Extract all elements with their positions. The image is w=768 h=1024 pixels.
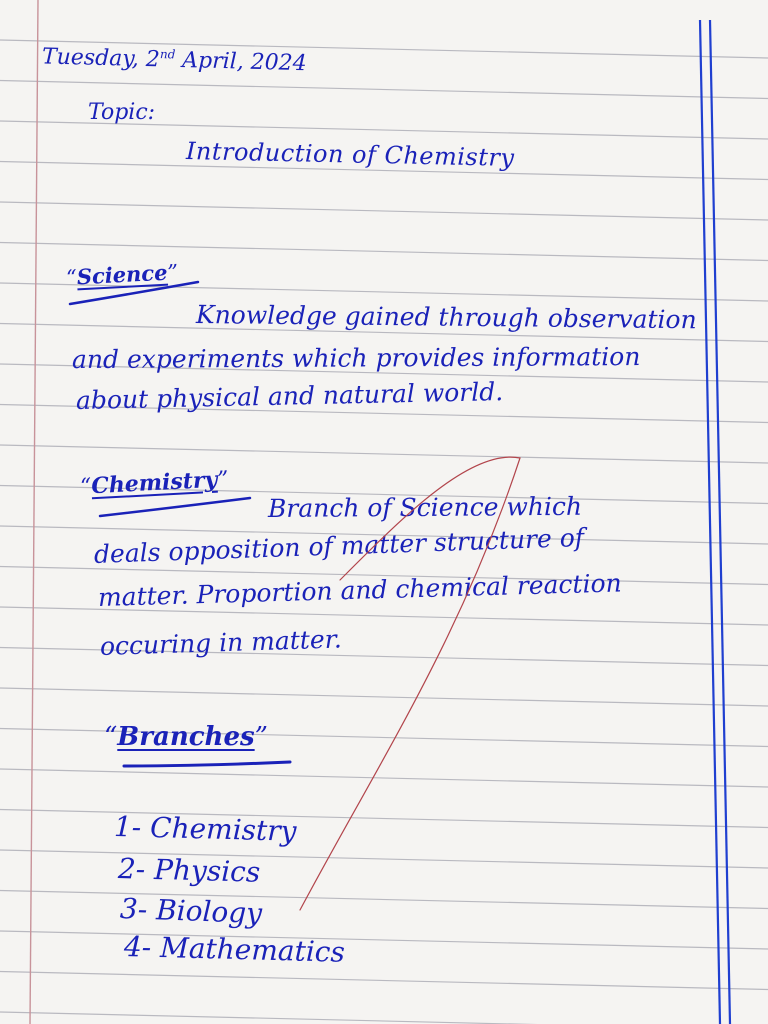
right-margin-line	[700, 20, 720, 1024]
branches-heading-text: Branches	[117, 722, 255, 752]
branches-heading: “Branches”	[104, 722, 268, 752]
date-day: Tuesday, 2	[41, 44, 161, 73]
left-margin-line	[30, 0, 38, 1024]
chemistry-line-1: Branch of Science which	[267, 491, 583, 523]
date-rest: April, 2024	[174, 47, 308, 77]
topic-title: Introduction of Chemistry	[185, 137, 515, 172]
ruled-line	[0, 81, 768, 99]
chemistry-line-3: matter. Proportion and chemical reaction	[97, 568, 623, 612]
science-line-2: and experiments which provides information	[71, 342, 641, 374]
ruled-line	[0, 850, 768, 868]
ruled-line	[0, 972, 768, 990]
ruled-line	[0, 688, 768, 706]
branch-item-2: 2- Physics	[117, 852, 261, 889]
chemistry-heading: “Chemistry”	[79, 466, 230, 500]
ruled-line	[0, 243, 768, 261]
ruled-line	[0, 931, 768, 949]
ruled-line	[0, 202, 768, 220]
chemistry-line-4: occuring in matter.	[99, 624, 343, 661]
topic-label: Topic:	[88, 100, 156, 125]
date-ordinal: nd	[159, 47, 176, 62]
chemistry-heading-text: Chemistry	[90, 466, 218, 500]
ruled-line	[0, 445, 768, 463]
ruled-line	[0, 891, 768, 909]
ruled-line	[0, 1012, 768, 1024]
branch-item-3: 3- Biology	[119, 892, 263, 930]
right-margin-line	[710, 20, 730, 1024]
science-heading: “Science”	[65, 259, 179, 290]
ruled-line	[0, 769, 768, 787]
branch-item-4: 4- Mathematics	[123, 930, 346, 969]
science-line-3: about physical and natural world.	[75, 377, 504, 415]
chemistry-line-2: deals opposition of matter structure of	[93, 522, 585, 569]
branch-item-1: 1- Chemistry	[113, 810, 297, 848]
science-heading-text: Science	[76, 259, 169, 290]
science-line-1: Knowledge gained through observation	[195, 300, 697, 335]
